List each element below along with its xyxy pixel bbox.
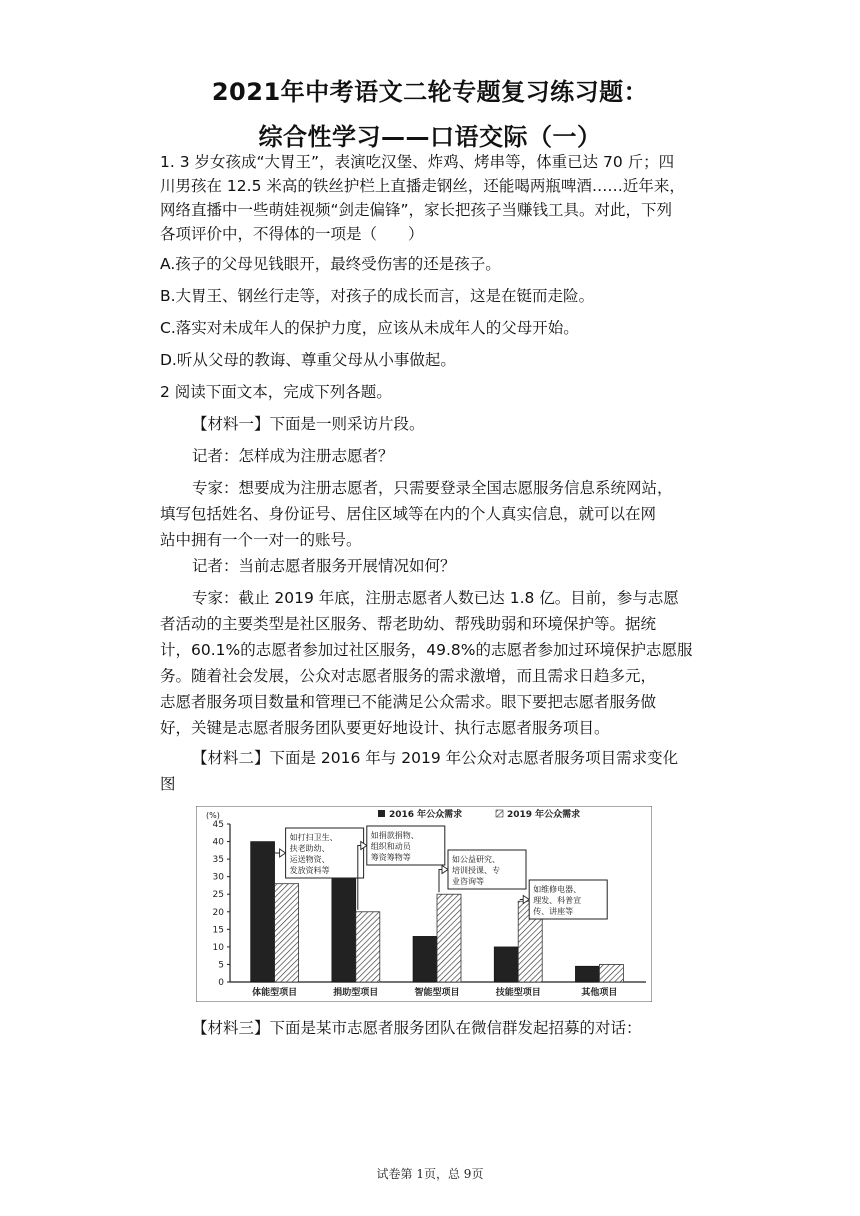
y-tick-label: 35	[212, 855, 224, 866]
annotation-text: 业咨询等	[452, 877, 484, 886]
question-1-stem-line-2: 川男孩在 12.5 米高的铁丝护栏上直播走钢丝，还能喝两瓶啤酒……近年来，	[160, 177, 685, 195]
expert-answer-1-line-3: 站中拥有一个一对一的账号。	[160, 531, 362, 549]
page-title-line-1: 2021年中考语文二轮专题复习练习题：	[211, 78, 649, 106]
question-1-option-b: B.大胃王、钢丝行走等，对孩子的成长而言，这是在铤而走险。	[160, 287, 595, 305]
bar-2019-1	[356, 912, 380, 982]
annotation-text: 发放资料等	[289, 866, 330, 875]
reporter-question-1: 记者：怎样成为注册志愿者？	[192, 447, 394, 465]
expert-answer-1-line-1: 专家：想要成为注册志愿者，只需要登录全国志愿服务信息系统网站，	[192, 479, 673, 497]
material-1-heading: 【材料一】下面是一则采访片段。	[192, 415, 425, 433]
legend-swatch-2016	[378, 810, 385, 817]
expert-answer-2-line-6: 好，关键是志愿者服务团队要更好地设计、执行志愿者服务项目。	[160, 719, 610, 737]
x-tick-label: 技能型项目	[495, 988, 541, 998]
x-tick-label: 体能型项目	[252, 988, 298, 998]
annotation-text: 理发、科普宣	[533, 896, 582, 905]
page-footer: 试卷第 1页，总 9页	[376, 1167, 484, 1181]
y-tick-label: 0	[218, 978, 224, 988]
question-1-option-d: D.听从父母的教诲、尊重父母从小事做起。	[160, 351, 456, 369]
bar-2016-3	[494, 947, 518, 982]
expert-answer-2-line-1: 专家：截止 2019 年底，注册志愿者人数已达 1.8 亿。目前，参与志愿	[192, 589, 679, 607]
y-axis-label: (%)	[206, 811, 220, 820]
legend-swatch-2019	[496, 810, 503, 817]
y-tick-label: 45	[212, 820, 224, 830]
question-1-stem-line-3: 网络直播中一些萌娃视频“剑走偏锋”，家长把孩子当赚钱工具。对此，下列	[160, 201, 673, 219]
annotation-text: 培训授课、专	[452, 866, 500, 875]
page-title-line-2: 综合性学习——口语交际（一）	[258, 123, 602, 151]
annotation-text: 如打扫卫生、	[289, 833, 338, 842]
expert-answer-1-line-2: 填写包括姓名、身份证号、居住区域等在内的个人真实信息，就可以在网	[160, 505, 657, 523]
expert-answer-2-line-2: 者活动的主要类型是社区服务、帮老助幼、帮残助弱和环境保护等。据统	[160, 615, 657, 633]
y-tick-label: 5	[218, 960, 224, 971]
bar-2019-0	[275, 884, 299, 982]
question-2-intro: 2 阅读下面文本，完成下列各题。	[160, 383, 392, 401]
demand-change-chart	[196, 806, 652, 1002]
question-1-stem-line-4: 各项评价中，不得体的一项是（ ）	[160, 225, 424, 243]
y-tick-label: 25	[212, 890, 224, 901]
annotation-text: 运送物资、	[289, 855, 330, 864]
expert-answer-2-line-5: 志愿者服务项目数量和管理已不能满足公众需求。眼下要把志愿者服务做	[160, 693, 657, 711]
question-1-option-c: C.落实对未成年人的保护力度，应该从未成年人的父母开始。	[160, 319, 579, 337]
y-tick-label: 40	[212, 837, 224, 848]
y-tick-label: 10	[212, 942, 224, 953]
material-3-heading: 【材料三】下面是某市志愿者服务团队在微信群发起招募的对话：	[192, 1019, 642, 1037]
y-tick-label: 15	[212, 925, 224, 936]
bar-2016-4	[575, 966, 599, 982]
material-2-heading-line-1: 【材料二】下面是 2016 年与 2019 年公众对志愿者服务项目需求变化	[192, 749, 679, 767]
expert-answer-2-line-4: 务。随着社会发展，公众对志愿者服务的需求激增，而且需求日趋多元，	[160, 667, 657, 685]
y-tick-label: 30	[212, 872, 224, 883]
annotation-text: 筹资筹物等	[370, 853, 411, 862]
question-1-stem-line-1: 1. 3 岁女孩成“大胃王”，表演吃汉堡、炸鸡、烤串等，体重已达 70 斤；四	[160, 153, 675, 171]
annotation-text: 如捐款捐物、	[370, 831, 419, 840]
annotation-text: 扶老助幼、	[289, 844, 330, 853]
bar-chart-svg	[196, 806, 652, 1002]
reporter-question-2: 记者：当前志愿者服务开展情况如何？	[192, 557, 456, 575]
annotation-text: 传、讲座等	[533, 907, 574, 916]
y-tick-label: 20	[212, 907, 224, 918]
expert-answer-2-line-3: 计，60.1%的志愿者参加过社区服务，49.8%的志愿者参加过环境保护志愿服	[160, 641, 693, 659]
x-tick-label: 其他项目	[581, 988, 618, 998]
bar-2019-2	[437, 894, 461, 982]
bar-2016-2	[413, 936, 437, 982]
material-2-heading-line-2: 图	[160, 775, 176, 793]
bar-2016-0	[251, 842, 275, 982]
legend-label-2019: 2019 年公众需求	[507, 810, 581, 820]
bar-2019-4	[599, 964, 623, 982]
legend-label-2016: 2016 年公众需求	[389, 810, 463, 820]
annotation-text: 组织和动员	[370, 842, 411, 851]
annotation-text: 如公益研究、	[452, 855, 500, 864]
annotation-text: 如维修电器、	[533, 885, 582, 894]
x-tick-label: 捐助型项目	[333, 988, 379, 998]
x-tick-label: 智能型项目	[414, 988, 460, 998]
question-1-option-a: A.孩子的父母见钱眼开，最终受伤害的还是孩子。	[160, 255, 501, 273]
